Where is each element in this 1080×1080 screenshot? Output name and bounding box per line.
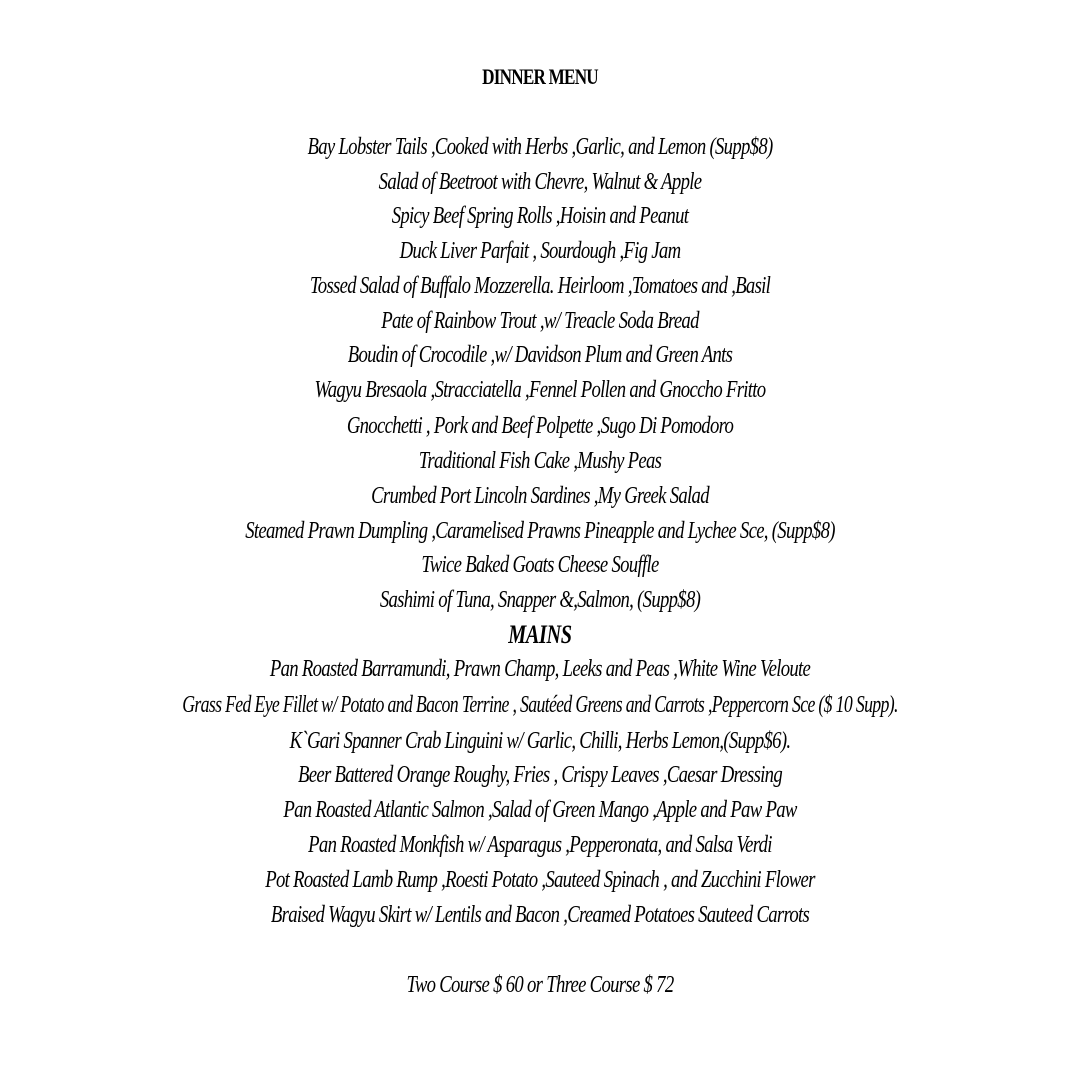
entree-item: Bay Lobster Tails ,Cooked with Herbs ,Garlic, and Lemon (Supp$8) <box>307 134 773 160</box>
main-item: Grass Fed Eye Fillet w/ Potato and Bacon Terrine , Sautéed Greens and Carrots ,Peppercorn Sce ($ 10 Supp). <box>182 692 898 718</box>
entree-item: Pate of Rainbow Trout ,w/ Treacle Soda Bread <box>381 308 699 334</box>
entree-item: Crumbed Port Lincoln Sardines ,My Greek Salad <box>371 483 709 509</box>
entree-item: Steamed Prawn Dumpling ,Caramelised Prawns Pineapple and Lychee Sce, (Supp$8) <box>245 518 835 544</box>
entree-item: Traditional Fish Cake ,Mushy Peas <box>418 448 662 474</box>
mains-heading: MAINS <box>508 620 572 649</box>
price-line: Two Course $ 60 or Three Course $ 72 <box>406 972 674 998</box>
entree-item: Salad of Beetroot with Chevre, Walnut & Apple <box>378 169 702 195</box>
main-item: Pan Roasted Barramundi, Prawn Champ, Leeks and Peas ,White Wine Veloute <box>269 656 811 682</box>
entree-item: Wagyu Bresaola ,Stracciatella ,Fennel Pollen and Gnoccho Fritto <box>314 377 766 403</box>
main-item: Pot Roasted Lamb Rump ,Roesti Potato ,Sauteed Spinach , and Zucchini Flower <box>265 867 815 893</box>
entree-item: Twice Baked Goats Cheese Souffle <box>421 552 659 578</box>
entree-item: Gnocchetti , Pork and Beef Polpette ,Sugo Di Pomodoro <box>346 413 734 439</box>
main-item: Pan Roasted Atlantic Salmon ,Salad of Green Mango ,Apple and Paw Paw <box>283 797 797 823</box>
entree-item: Sashimi of Tuna, Snapper &,Salmon, (Supp$8) <box>379 587 701 613</box>
entree-item: Boudin of Crocodile ,w/ Davidson Plum and Green Ants <box>347 342 733 368</box>
main-item: K`Gari Spanner Crab Linguini w/ Garlic, Chilli, Herbs Lemon,(Supp$6). <box>289 728 791 754</box>
main-item: Pan Roasted Monkfish w/ Asparagus ,Pepperonata, and Salsa Verdi <box>308 832 772 858</box>
entree-item: Spicy Beef Spring Rolls ,Hoisin and Peanut <box>391 203 689 229</box>
menu-title: DINNER MENU <box>482 64 598 89</box>
main-item: Braised Wagyu Skirt w/ Lentils and Bacon ,Creamed Potatoes Sauteed Carrots <box>270 902 810 928</box>
main-item: Beer Battered Orange Roughy, Fries , Crispy Leaves ,Caesar Dressing <box>297 762 782 788</box>
entree-item: Duck Liver Parfait , Sourdough ,Fig Jam <box>399 238 681 264</box>
entree-item: Tossed Salad of Buffalo Mozzerella. Heirloom ,Tomatoes and ,Basil <box>309 273 771 299</box>
